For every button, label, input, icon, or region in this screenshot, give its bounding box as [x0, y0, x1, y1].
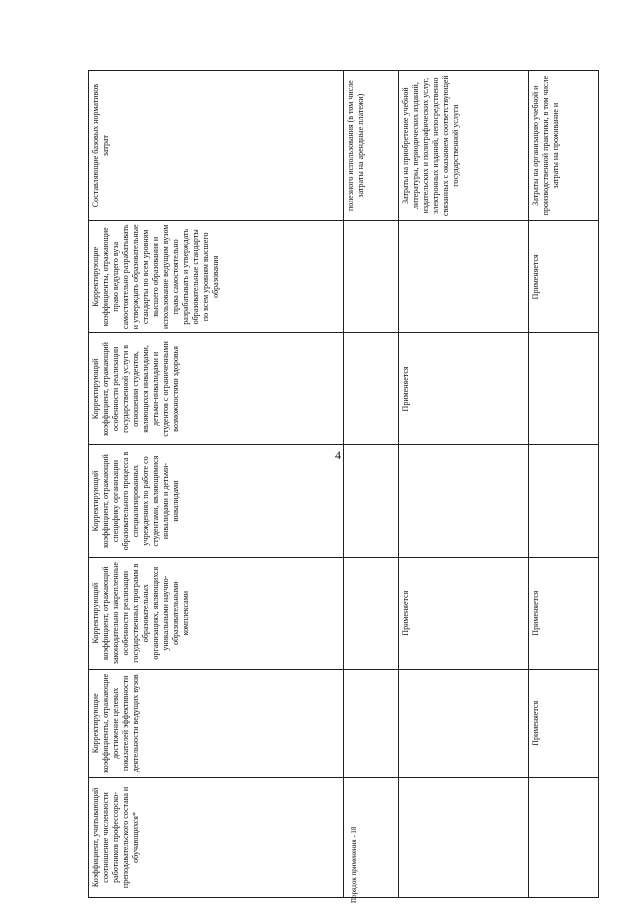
- row-cell-c0: Затраты на организацию учебной и производственной практики, в том числе затраты на проживание и: [529, 71, 599, 221]
- coefficients-table: [88, 70, 599, 898]
- row-cell-c6: [529, 777, 599, 897]
- row-cell-c5: [399, 669, 529, 777]
- row-cell-c3: [344, 445, 399, 557]
- row-cell-c5: Применяется: [529, 669, 599, 777]
- row-cell-c2: Применяется: [399, 333, 529, 445]
- header-cell-c0: Составляющие базовых нормативов затрат: [89, 71, 344, 221]
- row-cell-c5: [344, 669, 399, 777]
- footer-note: Порядок применения - 18: [350, 826, 358, 903]
- header-cell-c3: Корректирующий коэффициент, отражающий специфику организации образовательного процесса в специализированных учреждениях по работе со студентами, являющимися инвалидами и детьми-инвалидами: [89, 445, 344, 557]
- row-cell-c3: [529, 445, 599, 557]
- row-cell-c4: Применяется: [529, 557, 599, 669]
- row-cell-c2: [344, 333, 399, 445]
- header-cell-c4: Корректирующий коэффициент, отражающий законодательно закрепленные особенности реализации государственных программ в образовательных организациях, являющихся уникальными научно-образовательными комплексами: [89, 557, 344, 669]
- row-cell-c0: полезного использования (в том числе затраты на арендные платежи): [344, 71, 399, 221]
- row-cell-c2: [529, 333, 599, 445]
- row-cell-c1: [344, 221, 399, 333]
- row-cell-c4: Применяется: [399, 557, 529, 669]
- table-row: [344, 71, 399, 898]
- header-cell-c6: Коэффициент, учитывающий соотношение численности работников профессорско-преподавательского состава и обучающихся*: [89, 777, 344, 897]
- header-cell-c1: Корректирующие коэффициенты, отражающие право ведущего вуза самостоятельно разрабатывать и утверждать образовательные стандарты по всем уровням высшего образования и использование ведущим вузом права самостоятельно разрабатывать и утверждать образовательные стандарты по всем уровням высшего образования: [89, 221, 344, 333]
- row-cell-c1: Применяется: [529, 221, 599, 333]
- rotated-table-wrapper: [88, 70, 560, 898]
- row-cell-c1: [399, 221, 529, 333]
- page-number: 4: [335, 448, 341, 462]
- row-cell-c4: [344, 557, 399, 669]
- table-row: [529, 71, 599, 898]
- header-cell-c5: Корректирующие коэффициенты, отражающие достижение целевых показателей эффективности деятельности ведущих вузов: [89, 669, 344, 777]
- row-cell-c0: Затраты на приобретение учебной литературы, периодических изданий, издательских и полиграфических услуг, электронных изданий, непосредственно связанных с оказанием соответствующей государственной услуги: [399, 71, 529, 221]
- table-row: [399, 71, 529, 898]
- row-cell-c3: [399, 445, 529, 557]
- table-header-row: [89, 71, 344, 898]
- row-cell-c6: [399, 777, 529, 897]
- header-cell-c2: Корректирующий коэффициент, отражающий особенности реализации государственной услуги в отношении студентов, являющихся инвалидами, детьми-инвалидами и студентов с ограниченными возможностями здоровья: [89, 333, 344, 445]
